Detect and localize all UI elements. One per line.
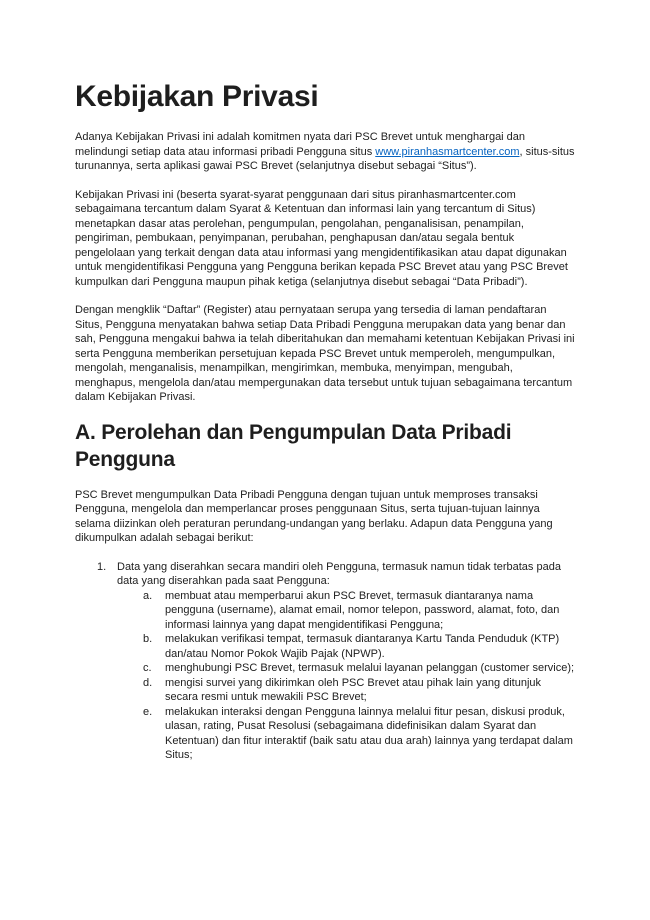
sub-item-b-text: melakukan verifikasi tempat, termasuk diantaranya Kartu Tanda Penduduk (KTP) dan/atau Nomor Pokok Wajib Pajak (NPWP). bbox=[165, 633, 560, 660]
sub-item-b bbox=[75, 632, 575, 661]
paragraph-policy-scope: Kebijakan Privasi ini (beserta syarat-syarat penggunaan dari situs piranhasmartcenter.com sebagaimana tercantum dalam Syarat & Ketentuan dan informasi lain yang tercantum di Situs) menetapkan dasar atas perolehan, pengumpulan, pengolahan, penganalisisan, penampilan, pengiriman, pembukaan, penyimpanan, perubahan, penghapusan dan/atau segala bentuk pengelolaan yang terkait dengan data atau informasi yang mengidentifikasikan atau dapat digunakan untuk mengidentifikasi Pengguna yang Pengguna berikan kepada PSC Brevet atau yang PSC Brevet kumpulkan dari Pengguna maupun pihak ketiga (selanjutnya disebut sebagai “Data Pribadi”). bbox=[75, 188, 568, 288]
sub-item-a-letter: a. bbox=[143, 589, 153, 602]
section-a-heading: A. Perolehan dan Pengumpulan Data Pribadi Pengguna bbox=[75, 420, 512, 471]
sub-item-e-text: melakukan interaksi dengan Pengguna lainnya melalui fitur pesan, diskusi produk, ulasan, rating, Pusat Resolusi (sebagaimana didefinisikan dalam Syarat dan Ketentuan) dan fitur interaktif (baik satu atau dua arah) lainnya yang terdapat dalam Situs; bbox=[165, 705, 573, 761]
sub-item-d bbox=[75, 676, 575, 705]
section-a-intro: PSC Brevet mengumpulkan Data Pribadi Pengguna dengan tujuan untuk memproses transaksi Pengguna, mengelola dan memperlancar proses penggunaan Situs, serta tujuan-tujuan lainnya selama diizinkan oleh peraturan perundang-undangan yang berlaku. Adapun data Pengguna yang dikumpulkan adalah sebagai berikut: bbox=[75, 488, 553, 544]
sub-item-e bbox=[75, 705, 575, 763]
page-title: Kebijakan Privasi bbox=[75, 80, 319, 113]
intro-text-before-link: Adanya Kebijakan Privasi ini adalah komitmen nyata dari PSC Brevet untuk menghargai dan melindungi setiap data atau informasi pribadi Pengguna situs bbox=[75, 131, 526, 158]
sub-item-b-letter: b. bbox=[143, 633, 153, 645]
intro-text-after-link: , situs-situs turunannya, serta aplikasi gawai PSC Brevet (selanjutnya disebut sebagai “Situs”). bbox=[75, 145, 575, 172]
paragraph-consent: Dengan mengklik “Daftar” (Register) atau pernyataan serupa yang tersedia di laman pendaftaran Situs, Pengguna menyatakan bahwa setiap Data Pribadi Pengguna merupakan data yang benar dan sah, Pengguna mengakui bahwa ia telah diberitahukan dan memahami ketentuan Kebijakan Privasi ini serta Pengguna memberikan persetujuan kepada PSC Brevet untuk memperoleh, mengumpulkan, mengolah, menganalisis, menampilkan, mengirimkan, membuka, menyimpan, mengubah, menghapus, mengelola dan/atau mempergunakan data tersebut untuk tujuan sebagaimana tercantum dalam Kebijakan Privasi. bbox=[75, 304, 575, 403]
list-item-1-number: 1. bbox=[97, 560, 107, 573]
sub-item-a bbox=[75, 589, 575, 633]
intro-paragraph bbox=[75, 130, 575, 174]
sub-item-d-letter: d. bbox=[143, 676, 153, 689]
list-item-1 bbox=[75, 560, 575, 589]
sub-item-c-text: menghubungi PSC Brevet, termasuk melalui layanan pelanggan (customer service); bbox=[165, 662, 575, 674]
piranhasmartcenter-link[interactable]: www.piranhasmartcenter.com bbox=[375, 145, 520, 158]
sub-item-d-text: mengisi survei yang dikirimkan oleh PSC Brevet atau pihak lain yang ditunjuk secara resmi untuk mewakili PSC Brevet; bbox=[165, 676, 542, 703]
numbered-list bbox=[75, 560, 575, 763]
sub-item-c-letter: c. bbox=[143, 662, 152, 674]
sub-item-e-letter: e. bbox=[143, 705, 153, 718]
list-item-1-text: Data yang diserahkan secara mandiri oleh Pengguna, termasuk namun tidak terbatas pada data yang diserahkan pada saat Pengguna: bbox=[117, 560, 561, 587]
sub-item-c bbox=[75, 661, 575, 676]
sub-item-a-text: membuat atau memperbarui akun PSC Brevet, termasuk diantaranya nama pengguna (username), alamat email, nomor telepon, password, alamat, foto, dan informasi lainnya yang dapat mengidentifikasi Pengguna; bbox=[165, 589, 560, 631]
